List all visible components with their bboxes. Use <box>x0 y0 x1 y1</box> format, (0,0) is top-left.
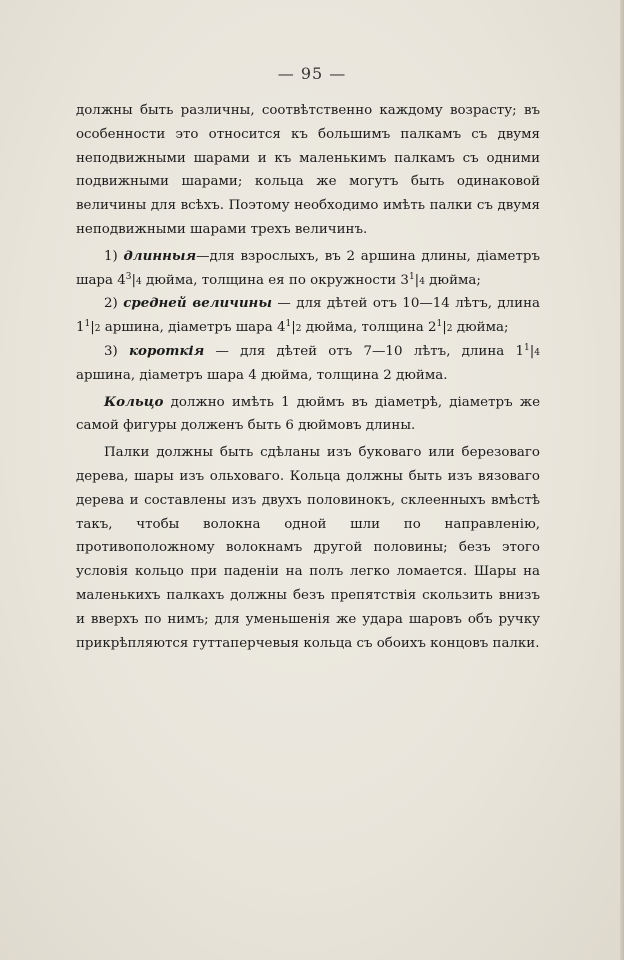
item-text: дюйма; <box>452 320 509 336</box>
fraction-numerator: 1 <box>84 319 91 330</box>
item-text: дюйма, толщина 2 <box>301 320 437 336</box>
list-item-short-sticks: 3) короткія — для дѣтей отъ 7—10 лѣтъ, длина $1^1|4$ аршина, діаметръ шара 4 дюйма, толщина 2 дюйма. <box>76 342 540 383</box>
item-text: дюйма; <box>424 272 481 288</box>
item-text: аршина, діаметръ шара 4 дюйма, толщина 2 дюйма. <box>76 367 448 383</box>
item-text: дюйма, толщина ея по окружности 3 <box>141 272 409 288</box>
paragraph-ring <box>76 391 540 439</box>
item-number: 1) <box>104 248 118 264</box>
item-text: — для дѣтей отъ 10—14 лѣтъ, длина 1 <box>76 296 540 336</box>
term-ring: Кольцо <box>104 393 164 410</box>
fraction-denominator: 4 <box>534 347 540 358</box>
item-text: — для дѣтей отъ 7—10 лѣтъ, длина 1 <box>204 343 525 359</box>
item-text: аршина, діаметръ шара 4 <box>100 320 286 336</box>
body-text <box>76 99 540 655</box>
paragraph-sizes-intro: должны быть различны, соотвѣтственно каждому возрасту; въ особенности это относится къ большимъ палкамъ съ двумя неподвижными шарами и къ маленькимъ палкамъ съ одними подвижными шарами; кольца же могутъ быть одинаковой величины для всѣхъ. Поэтому необходимо имѣть палки съ двумя неподвижными шарами трехъ величинъ. <box>76 103 540 237</box>
list-item-long-sticks: 1) длинныя—для взрослыхъ, въ 2 аршина длины, діаметръ шара $4^3|4$ дюйма, толщина ея по окружности $3^1|4$ дюйма; <box>76 247 540 288</box>
term-medium: средней величины <box>123 295 272 312</box>
page-edge-shadow <box>620 0 624 960</box>
fraction-denominator: 2 <box>295 324 302 335</box>
list-item-medium-sticks: 2) средней величины — для дѣтей отъ 10—14 лѣтъ, длина $1^1|2$ аршина, діаметръ шара $4^1|2$ дюйма, толщина $2^1|2$ дюйма; <box>76 295 540 336</box>
page-number: — 95 — <box>277 64 347 83</box>
term-long: длинныя <box>123 247 197 264</box>
fraction-numerator: 1 <box>408 271 415 282</box>
paragraph-materials: Палки должны быть сдѣланы изъ буковаго или березоваго дерева, шары изъ ольховаго. Кольца должны быть изъ вязоваго дерева и составлены изъ двухъ половинокъ, склеенныхъ вмѣстѣ такъ, чтобы волокна одной шли по направленію, противоположному волокнамъ другой половины; безъ этого условія кольцо при паденіи на полъ легко ломается. Шары на маленькихъ палкахъ должны безъ препятствія скользить внизъ и вверхъ по нимъ; для уменьшенія же удара шаровъ объ ручку прикрѣпляются гуттаперчевыя кольца съ обоихъ концовъ палки. <box>76 445 540 651</box>
fraction-numerator: 1 <box>285 319 292 330</box>
fraction-numerator: 1 <box>436 319 443 330</box>
item-number: 2) <box>104 296 118 312</box>
fraction-numerator: 1 <box>524 342 530 353</box>
term-short: короткія <box>128 342 205 359</box>
fraction-numerator: 3 <box>125 271 132 282</box>
fraction-denominator: 4 <box>419 276 425 287</box>
fraction-denominator: 4 <box>136 276 142 287</box>
item-number: 3) <box>104 343 118 359</box>
item-text: —для взрослыхъ, въ 2 аршина длины, діаметръ шара 4 <box>76 248 540 288</box>
fraction-denominator: 2 <box>94 324 101 335</box>
ring-text: должно имѣть 1 дюймъ въ діаметрѣ, діаметръ же самой фигуры долженъ быть 6 дюймовъ длины. <box>76 394 540 434</box>
fraction-denominator: 2 <box>446 324 453 335</box>
